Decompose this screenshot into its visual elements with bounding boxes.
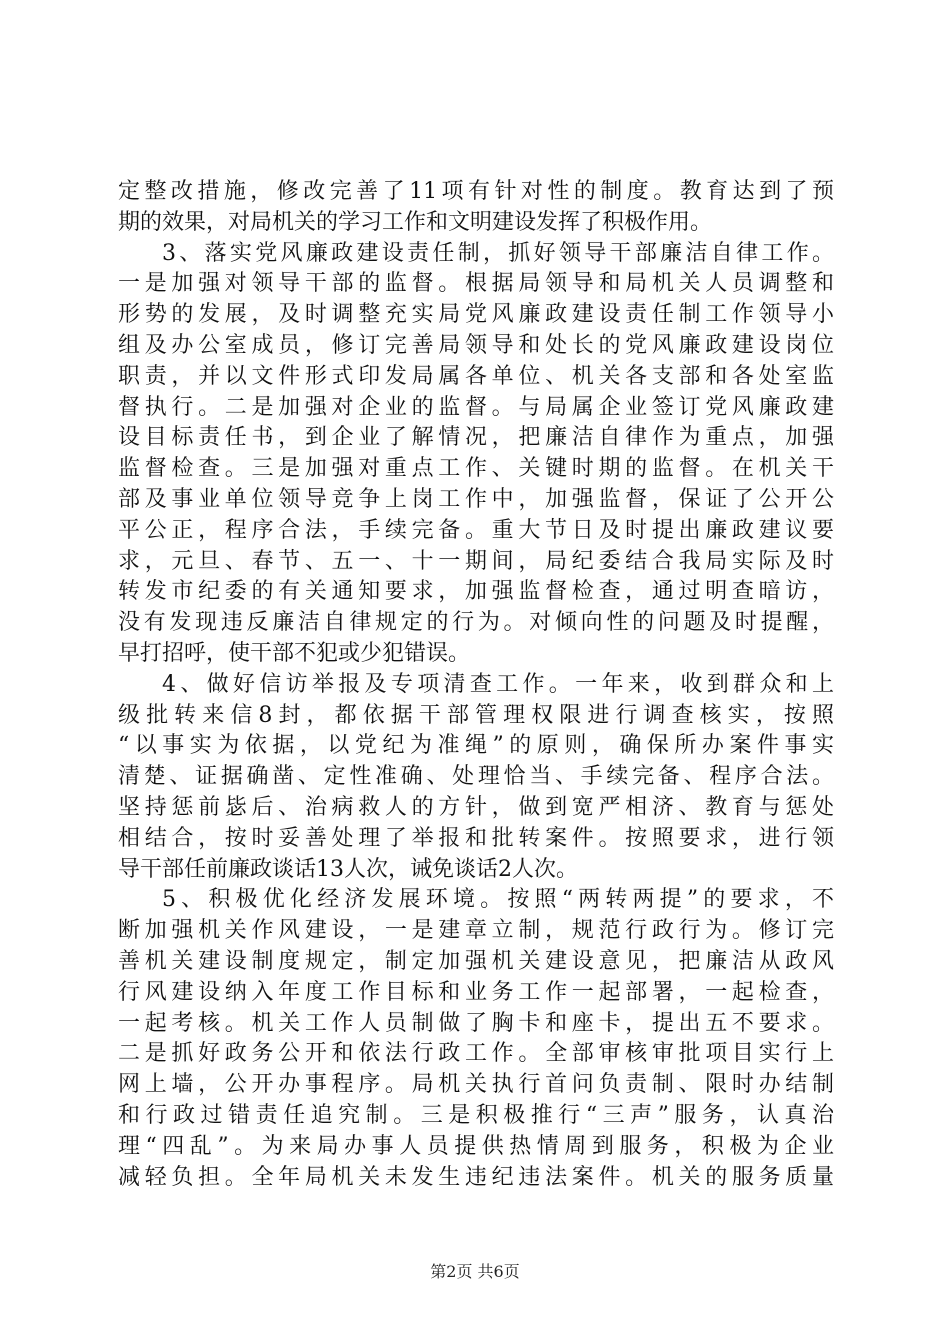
text-line: 3、落实党风廉政建设责任制，抓好领导干部廉洁自律工作。: [162, 240, 834, 266]
text-line: 期的效果，对局机关的学习工作和文明建设发挥了积极作用。: [118, 209, 713, 235]
text-line: 督执行。二是加强对企业的监督。与局属企业签订党风廉政建: [118, 394, 834, 420]
text-line: 求，元旦、春节、五一、十一期间，局纪委结合我局实际及时: [118, 548, 834, 574]
text-line: 部及事业单位领导竞争上岗工作中，加强监督，保证了公开公: [118, 486, 834, 512]
text-line: 4、做好信访举报及专项清查工作。一年来，收到群众和上: [162, 671, 834, 697]
text-line: 理“四乱”。为来局办事人员提供热情周到服务，积极为企业: [118, 1133, 834, 1159]
body-text: [118, 177, 834, 1193]
text-line: 职责，并以文件形式印发局属各单位、机关各支部和各处室监: [118, 363, 834, 389]
text-line: 善机关建设制度规定，制定加强机关建设意见，把廉洁从政风: [118, 948, 834, 974]
text-line: 清楚、证据确凿、定性准确、处理恰当、手续完备、程序合法。: [118, 764, 834, 790]
text-line: 转发市纪委的有关通知要求，加强监督检查，通过明查暗访，: [118, 579, 834, 605]
text-line: 坚持惩前毖后、治病救人的方针，做到宽严相济、教育与惩处: [118, 794, 834, 820]
text-line: 监督检查。三是加强对重点工作、关键时期的监督。在机关干: [118, 456, 834, 482]
text-line: 二是抓好政务公开和依法行政工作。全部审核审批项目实行上: [118, 1041, 834, 1067]
text-line: 5、积极优化经济发展环境。按照“两转两提”的要求，不: [162, 887, 834, 913]
text-line: 没有发现违反廉洁自律规定的行为。对倾向性的问题及时提醒，: [118, 610, 834, 636]
text-line: “以事实为依据，以党纪为准绳”的原则，确保所办案件事实: [118, 733, 834, 759]
text-line: 组及办公室成员，修订完善局领导和处长的党风廉政建设岗位: [118, 332, 834, 358]
text-line: 断加强机关作风建设，一是建章立制，规范行政行为。修订完: [118, 918, 834, 944]
text-line: 定整改措施，修改完善了11项有针对性的制度。教育达到了预: [118, 179, 834, 204]
text-line: 一是加强对领导干部的监督。根据局领导和局机关人员调整和: [118, 271, 834, 297]
text-line: 形势的发展，及时调整充实局党风廉政建设责任制工作领导小: [118, 302, 834, 328]
text-line: 导干部任前廉政谈话13人次，诫免谈话2人次。: [118, 856, 578, 882]
text-line: 和行政过错责任追究制。三是积极推行“三声”服务，认真治: [118, 1102, 834, 1128]
text-line: 相结合，按时妥善处理了举报和批转案件。按照要求，进行领: [118, 825, 834, 851]
text-line: 一起考核。机关工作人员制做了胸卡和座卡，提出五不要求。: [118, 1010, 834, 1036]
text-line: 平公正，程序合法，手续完备。重大节日及时提出廉政建议要: [118, 517, 834, 543]
text-line: 早打招呼，使干部不犯或少犯错误。: [118, 640, 471, 666]
text-line: 设目标责任书，到企业了解情况，把廉洁自律作为重点，加强: [118, 425, 834, 451]
text-line: 网上墙，公开办事程序。局机关执行首问负责制、限时办结制: [118, 1072, 834, 1098]
text-line: 行风建设纳入年度工作目标和业务工作一起部署，一起检查，: [118, 979, 834, 1005]
text-line: 级批转来信8封，都依据干部管理权限进行调查核实，按照: [118, 702, 834, 728]
page-footer: 第2页 共6页: [430, 1262, 520, 1281]
text-line: 减轻负担。全年局机关未发生违纪违法案件。机关的服务质量: [118, 1164, 834, 1190]
